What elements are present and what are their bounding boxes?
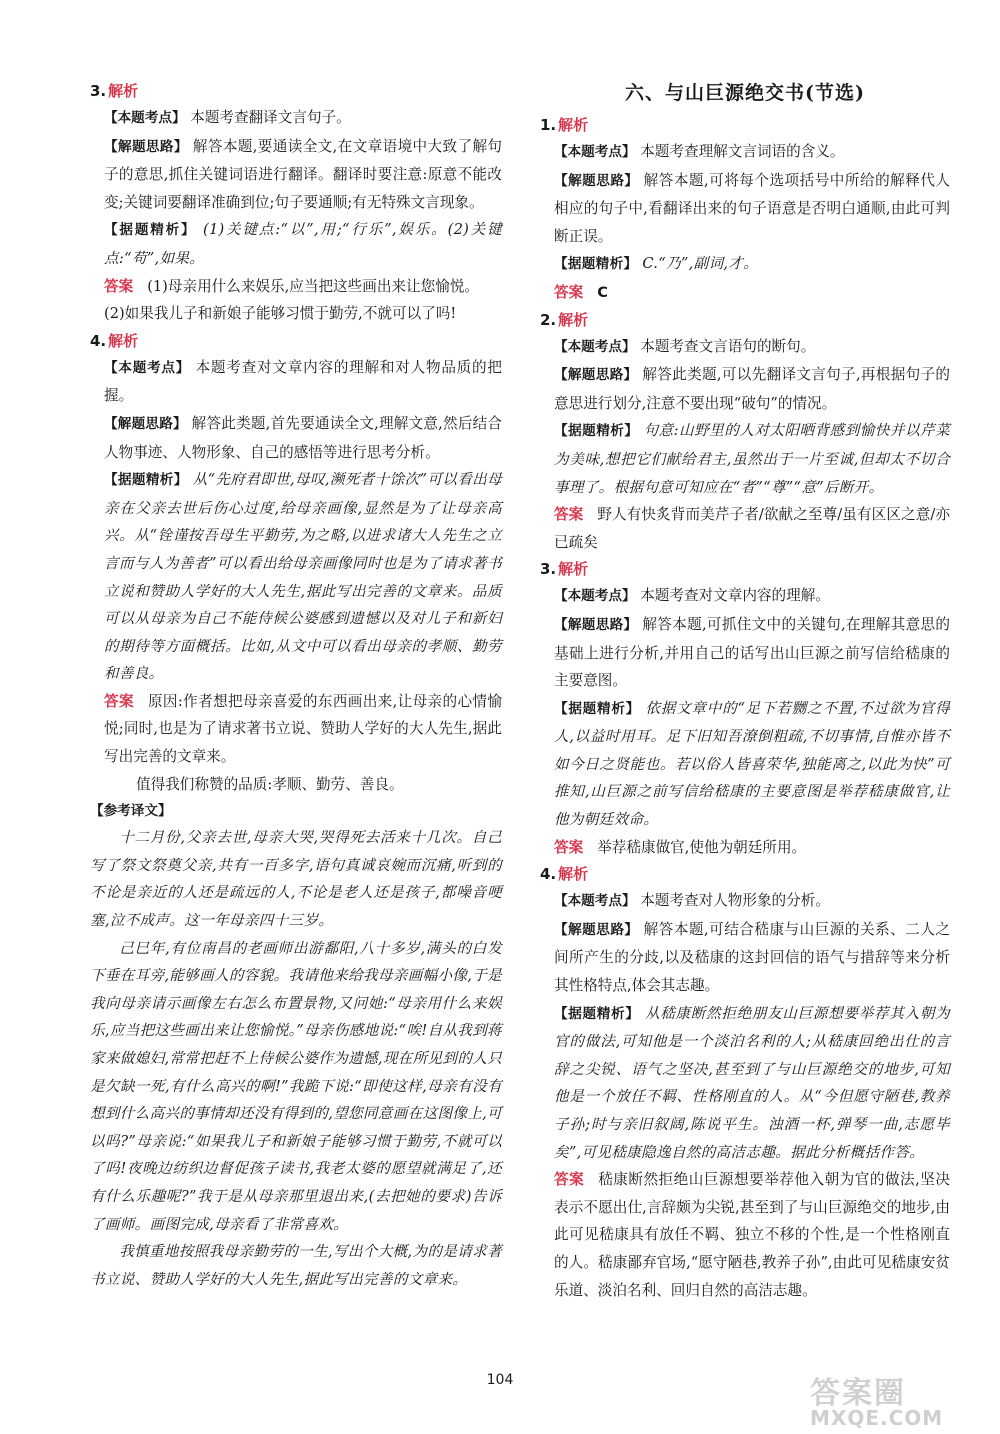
left-column bbox=[90, 78, 502, 1293]
r-q2-answer: 答案 野人有快炙背而美芹子者/欲献之至尊/虽有区区之意/亦已疏矣 bbox=[554, 506, 950, 551]
question-3-heading-right: 3. 解析 bbox=[540, 560, 589, 579]
q4-answer-1: 答案 原因:作者想把母亲喜爱的东西画出来,让母亲的心情愉悦;同时,也是为了请求著书立说、赞助人学好的大人先生,据此写出完善的文章来。 bbox=[104, 692, 502, 766]
watermark-logo: 答案圈 MXQE.COM bbox=[810, 1376, 944, 1430]
question-4-heading-right: 4. 解析 bbox=[540, 865, 589, 884]
reference-translation-heading: 【参考译文】 bbox=[90, 803, 172, 820]
section-title: 六、与山巨源绝交书(节选) bbox=[625, 82, 865, 104]
r-q2-jingxi: 【据题精析】 句意:山野里的人对太阳晒背感到愉快并以芹菜为美味,想把它们献给君主,虽然出于一片至诚,但却太不切合事理了。根据句意可知应在“者”“尊”“意”后断开。 bbox=[554, 422, 950, 496]
r-q3-silu: 【解题思路】 解答本题,可抓住文中的关键句,在理解其意思的基础上进行分析,并用自己的话写出山巨源之前写信给嵇康的主要意图。 bbox=[554, 615, 951, 690]
translation-paragraph-2: 己巳年,有位南昌的老画师出游鄱阳,八十多岁,满头的白发下垂在耳旁,能够画人的容貌。我请他来给我母亲画幅小像,于是我向母亲请示画像左右怎么布置景物,又问她:“母亲用什么来娱乐,应当把这些画出来让您愉悦。”母亲伤感地说:“唉!自从我到蒋家来做媳妇,常常把赶不上侍候公婆作为遗憾,现在所见到的人只是欠缺一死,有什么高兴的啊!”我跪下说:“即使这样,母亲有没有想到什么高兴的事情却还没有得到的,望您同意画在这图像上,可以吗?”母亲说:“如果我儿子和新娘子能够习惯于勤劳,不就可以了吗!夜晚边纺织边督促孩子读书,我老太婆的愿望就满足了,还有什么乐趣呢?”我于是从母亲那里退出来,(去把她的要求)告诉了画师。画图完成,母亲看了非常喜欢。 bbox=[90, 939, 503, 1233]
r-q3-jingxi: 【据题精析】 依据文章中的“足下若嬲之不置,不过欲为官得人,以益时用耳。足下旧知吾潦倒粗疏,不切事情,自惟亦皆不如今日之贤能也。若以俗人皆喜荣华,独能离之,以此为快”可推知,山巨源之前写信给嵇康的主要意图是举荐嵇康做官,让他为朝廷效命。 bbox=[554, 699, 950, 829]
r-q1-answer: 答案 C bbox=[554, 283, 608, 301]
r-q1-jingxi: 【据题精析】 C.“乃”,副词,才。 bbox=[554, 255, 759, 273]
question-4-heading: 4. 解析 bbox=[90, 331, 139, 350]
q3-answer-2: (2)如果我儿子和新娘子能够习惯于勤劳,不就可以了吗! bbox=[104, 305, 457, 323]
q4-silu: 【解题思路】 解答此类题,首先要通读全文,理解文意,然后结合人物事迹、人物形象、自己的感悟等进行思考分析。 bbox=[104, 414, 503, 461]
translation-paragraph-3: 我慎重地按照我母亲勤劳的一生,写出个大概,为的是请求著书立说、赞助人学好的大人先生,据此写出完善的文章来。 bbox=[90, 1243, 502, 1288]
r-q2-kaodian: 【本题考点】 本题考查文言语句的断句。 bbox=[554, 337, 816, 355]
r-q2-silu: 【解题思路】 解答此类题,可以先翻译文言句子,再根据句子的意思进行划分,注意不要出现“破句”的情况。 bbox=[554, 366, 951, 412]
r-q3-answer: 答案 举荐嵇康做官,使他为朝廷所用。 bbox=[554, 838, 807, 856]
page-number: 104 bbox=[486, 1372, 514, 1388]
r-q4-kaodian: 【本题考点】 本题考查对人物形象的分析。 bbox=[554, 892, 830, 910]
q4-answer-2: 值得我们称赞的品质:孝顺、勤劳、善良。 bbox=[136, 775, 404, 793]
q3-answer-1: 答案 (1)母亲用什么来娱乐,应当把这些画出来让您愉悦。 bbox=[104, 277, 479, 295]
q4-jingxi: 【据题精析】 从“先府君即世,母叹,濒死者十馀次”可以看出母亲在父亲去世后伤心过度,给母亲画像,显然是为了让母亲高兴。从“铨谨按吾母生平勤劳,为之略,以进求诸大人先生之立言而与人为善者”可以看出给母亲画像同时也是为了请求著书立说和赞助人学好的大人先生,据此写出完善的文章来。品质可以从母亲为自己不能侍候公婆感到遗憾以及对儿子和新妇的期待等方面概括。比如,从文中可以看出母亲的孝顺、勤劳和善良。 bbox=[104, 471, 502, 683]
r-q4-answer: 答案 嵇康断然拒绝山巨源想要举荐他入朝为官的做法,坚决表示不愿出仕,言辞颇为尖锐,甚至到了与山巨源绝交的地步,由此可见嵇康具有放任不羁、独立不移的个性,是一个性格刚直的人。嵇康鄙弃官场,“愿守陋巷,教养子孙”,由此可见嵇康安贫乐道、淡泊名利、回归自然的高洁志趣。 bbox=[554, 1171, 950, 1299]
r-q1-silu: 【解题思路】 解答本题,可将每个选项括号中所给的解释代人相应的句子中,看翻译出来的句子语意是否明白通顺,由此可判断正误。 bbox=[554, 171, 950, 245]
q3-kaodian: 【本题考点】 本题考查翻译文言句子。 bbox=[104, 109, 351, 126]
q3-silu: 【解题思路】 解答本题,要通读全文,在文章语境中大致了解句子的意思,抓住关键词语进行翻译。翻译时要注意:原意不能改变;关键词要翻译准确到位;句子要通顺;有无特殊文言现象。 bbox=[104, 137, 503, 211]
r-q3-kaodian: 【本题考点】 本题考查对文章内容的理解。 bbox=[554, 587, 830, 605]
question-1-heading: 1. 解析 bbox=[540, 116, 589, 134]
q4-kaodian: 【本题考点】 本题考查对文章内容的理解和对人物品质的把握。 bbox=[104, 358, 502, 405]
r-q4-silu: 【解题思路】 解答本题,可结合嵇康与山巨源的关系、二人之间所产生的分歧,以及嵇康的这封回信的语气与措辞等来分析其性格特点,体会其志趣。 bbox=[554, 920, 950, 995]
r-q1-kaodian: 【本题考点】 本题考查理解文言词语的含义。 bbox=[554, 143, 845, 160]
q3-jingxi: 【据题精析】 (1)关键点:“以”,用;“行乐”,娱乐。(2)关键点:“苟”,如果。 bbox=[104, 221, 502, 267]
question-2-heading: 2. 解析 bbox=[540, 310, 589, 329]
right-column bbox=[540, 78, 950, 1304]
r-q4-jingxi: 【据题精析】 从嵇康断然拒绝朋友山巨源想要举荐其入朝为官的做法,可知他是一个淡泊名利的人;从嵇康回绝出仕的言辞之尖锐、语气之坚决,甚至到了与山巨源绝交的地步,可知他是一个放任不羁、性格刚直的人。从“今但愿守陋巷,教养子孙;时与亲旧叙阔,陈说平生。浊酒一杯,弹琴一曲,志愿毕矣”,可见嵇康隐逸自然的高洁志趣。据此分析概括作答。 bbox=[554, 1004, 950, 1161]
translation-paragraph-1: 十二月份,父亲去世,母亲大哭,哭得死去活来十几次。自己写了祭文祭奠父亲,共有一百多字,语句真诚哀婉而沉痛,听到的不论是亲近的人还是疏远的人,不论是老人还是孩子,都噪音哽塞,泣不成声。这一年母亲四十三岁。 bbox=[90, 829, 502, 930]
question-3-heading: 3. 解析 bbox=[90, 82, 139, 100]
